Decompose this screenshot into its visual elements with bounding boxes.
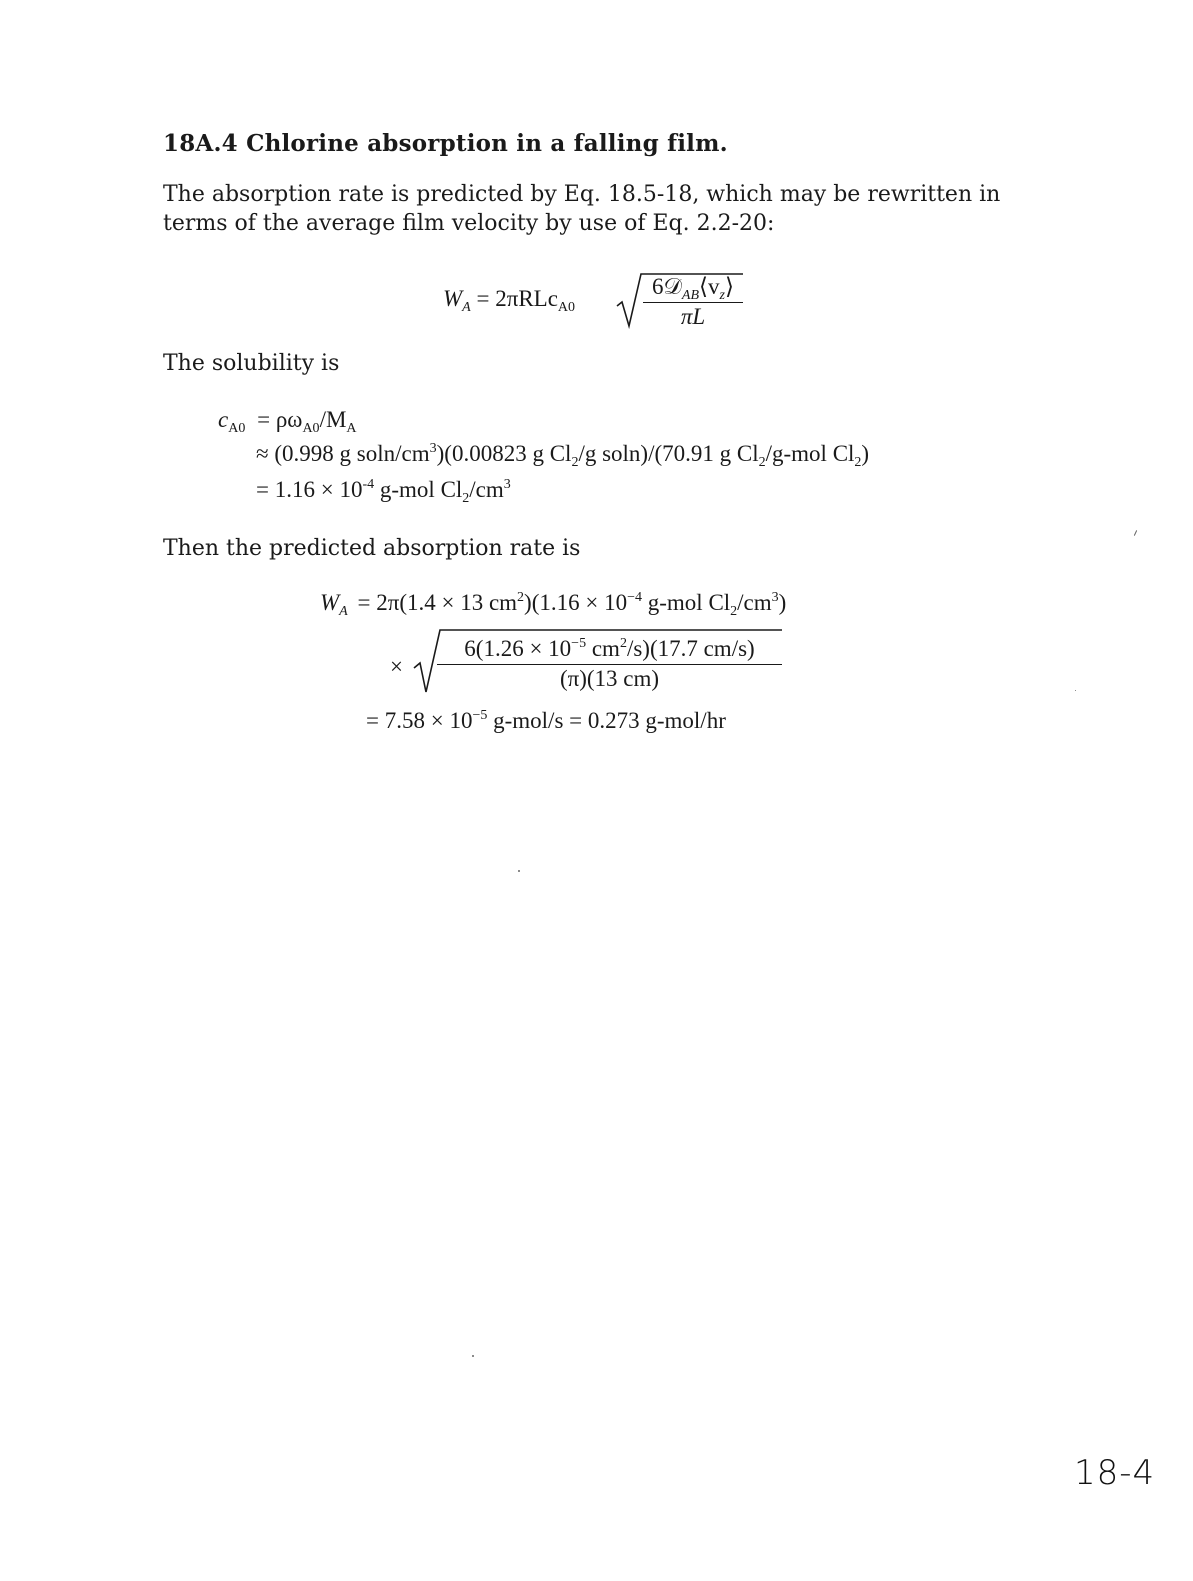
problem-title: 18A.4 Chlorine absorption in a falling film. xyxy=(163,130,728,157)
fraction-denominator: πL xyxy=(680,304,706,329)
solubility-equation xyxy=(218,403,1118,513)
intro-paragraph: The absorption rate is predicted by Eq. 18.5-18, which may be rewritten in terms of the average film velocity by use of Eq. 2.2-20: xyxy=(163,182,1001,236)
predicted-rate-equation xyxy=(320,586,1120,746)
sqrt-fraction xyxy=(643,274,743,330)
scan-speck xyxy=(1075,690,1076,691)
solubility-line-1: $c_{A0} = \rho\omega_{A0}/M_A$ xyxy=(218,407,357,436)
handwritten-page-number: 18-4 xyxy=(1074,1453,1156,1493)
times-sign: × xyxy=(390,654,403,679)
solubility-line-3: = $1.16 \times 10^{-4}$ g-mol $Cl_2/cm^3$ xyxy=(256,477,511,506)
rate-sqrt-fraction xyxy=(437,636,782,692)
scan-speck xyxy=(518,870,520,872)
rate-fraction-denominator: (π)(13 cm) xyxy=(559,666,660,691)
fraction-numerator: $6𝒟_{AB}⟨v_z⟩$ xyxy=(652,274,734,303)
rate-fraction-bar xyxy=(437,664,782,665)
scan-speck xyxy=(472,1355,474,1357)
rate-fraction-numerator: $6(1.26 \times 10^{-5}$ $cm^2/s)(17.7$ cm/s) xyxy=(464,636,755,661)
rate-line-1: $W_A = 2\pi(1.4 \times 13$ $cm^2)(1.16 \times 10^{-4}$ g-mol $Cl_2/cm^3$) xyxy=(320,590,787,619)
equation-lhs: $W_A = 2\pi RLc_{A0}$ xyxy=(443,286,576,315)
rate-label: Then the predicted absorption rate is xyxy=(163,536,581,561)
solubility-label: The solubility is xyxy=(163,351,340,376)
scan-speck xyxy=(1134,530,1137,536)
rate-result-line: = $7.58 \times 10^{-5}$ g-mol/s = 0.273 g-mol/hr xyxy=(366,708,726,733)
solubility-line-2: ≈ (0.998 g soln/$cm^3)(0.00823$ g $Cl_2/g$ soln)/(70.91 g $Cl_2/g$-mol $Cl_2$) xyxy=(256,441,870,470)
